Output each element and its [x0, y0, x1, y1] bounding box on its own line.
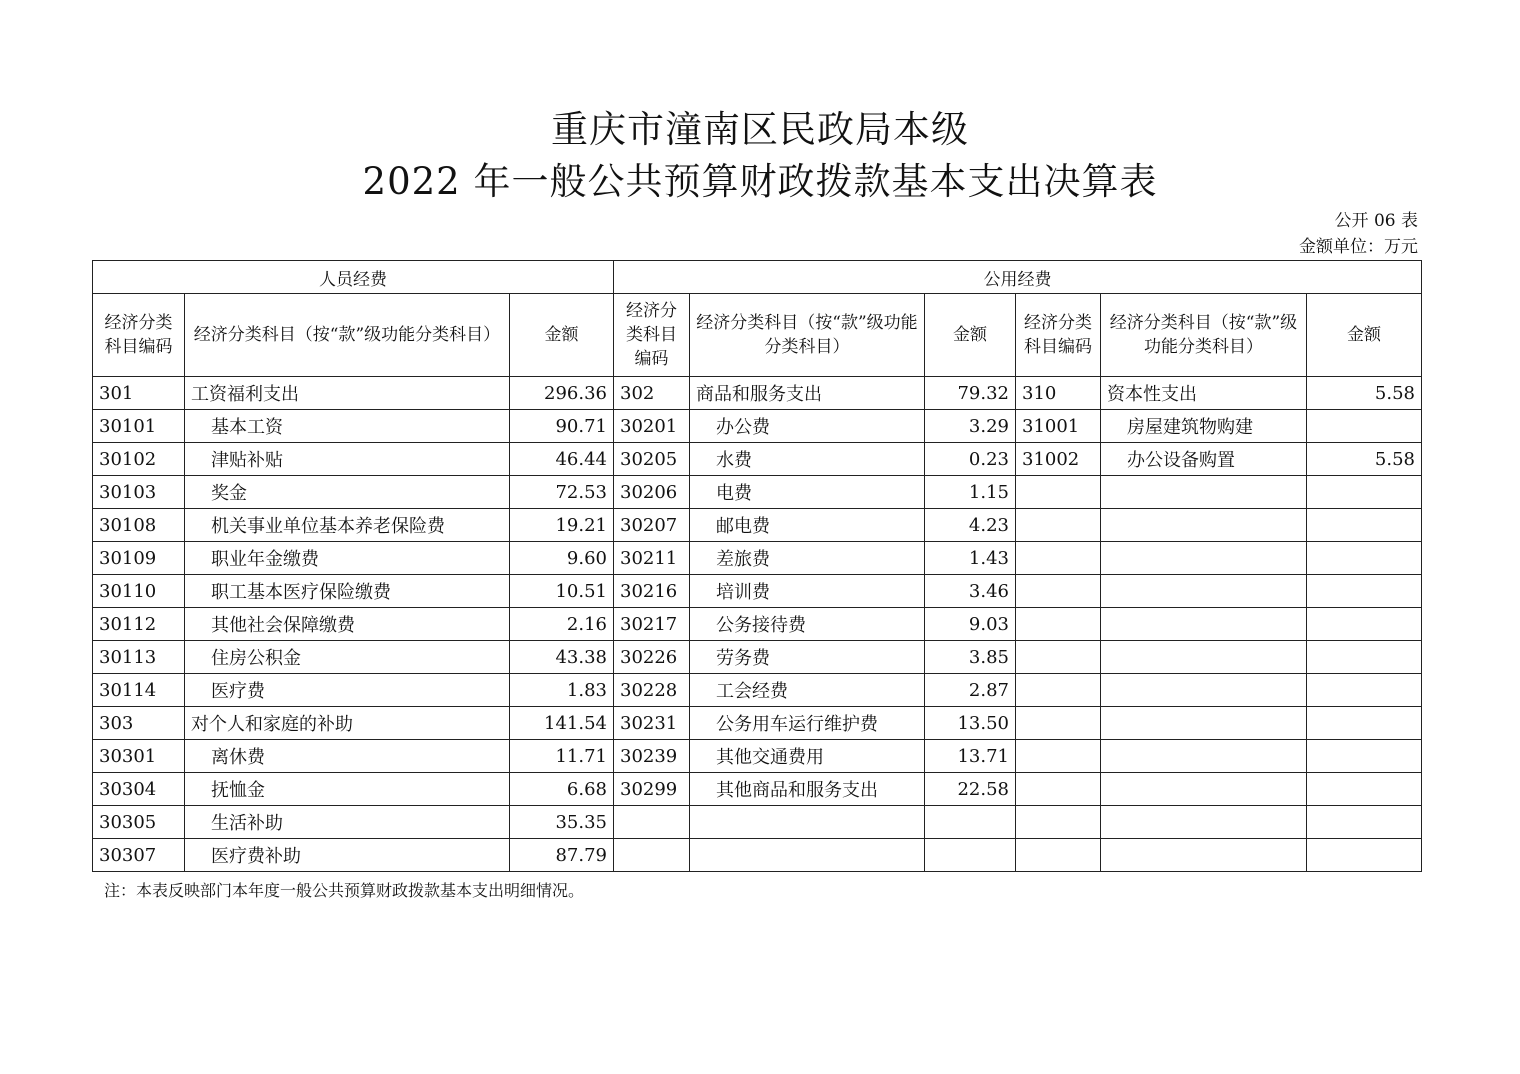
cell-name: 其他交通费用 [690, 740, 925, 773]
table-row [93, 575, 1422, 608]
cell-name: 办公设备购置 [1101, 443, 1307, 476]
cell-name: 医疗费补助 [185, 839, 510, 872]
header-code: 经济分类科目编码 [93, 294, 185, 377]
cell-amount: 22.58 [925, 773, 1016, 806]
cell-name: 机关事业单位基本养老保险费 [185, 509, 510, 542]
table-row [93, 806, 1422, 839]
group-public: 公用经费 [614, 261, 1422, 294]
cell-name [1101, 839, 1307, 872]
cell-name [1101, 476, 1307, 509]
cell-code [1016, 641, 1101, 674]
cell-code: 30206 [614, 476, 690, 509]
cell-name: 职业年金缴费 [185, 542, 510, 575]
cell-amount: 9.60 [510, 542, 614, 575]
table-row [93, 443, 1422, 476]
cell-code: 30301 [93, 740, 185, 773]
cell-amount: 1.43 [925, 542, 1016, 575]
cell-name [1101, 509, 1307, 542]
cell-name [1101, 773, 1307, 806]
cell-name [1101, 806, 1307, 839]
cell-amount: 9.03 [925, 608, 1016, 641]
table-row [93, 740, 1422, 773]
cell-amount: 4.23 [925, 509, 1016, 542]
cell-amount [1307, 410, 1422, 443]
table-row [93, 608, 1422, 641]
footnote: 注：本表反映部门本年度一般公共预算财政拨款基本支出明细情况。 [104, 881, 585, 900]
cell-code [1016, 575, 1101, 608]
cell-amount [1307, 641, 1422, 674]
cell-code: 30201 [614, 410, 690, 443]
cell-name [1101, 707, 1307, 740]
cell-name: 资本性支出 [1101, 377, 1307, 410]
cell-code: 30205 [614, 443, 690, 476]
cell-name: 抚恤金 [185, 773, 510, 806]
table-row [93, 839, 1422, 872]
cell-code [1016, 476, 1101, 509]
cell-name [1101, 542, 1307, 575]
cell-name: 房屋建筑物购建 [1101, 410, 1307, 443]
cell-amount [1307, 509, 1422, 542]
cell-name: 对个人和家庭的补助 [185, 707, 510, 740]
table-number: 公开 06 表 [1334, 211, 1418, 231]
cell-amount: 1.83 [510, 674, 614, 707]
cell-name: 住房公积金 [185, 641, 510, 674]
cell-name: 公务接待费 [690, 608, 925, 641]
cell-name [1101, 608, 1307, 641]
header-amount: 金额 [510, 294, 614, 377]
cell-name: 商品和服务支出 [690, 377, 925, 410]
cell-amount [925, 839, 1016, 872]
cell-code: 30102 [93, 443, 185, 476]
cell-code: 30114 [93, 674, 185, 707]
cell-amount [1307, 773, 1422, 806]
cell-code [1016, 806, 1101, 839]
cell-code: 310 [1016, 377, 1101, 410]
cell-code [1016, 674, 1101, 707]
header-name: 经济分类科目（按“款”级功能分类科目） [1101, 294, 1307, 377]
cell-code: 30299 [614, 773, 690, 806]
cell-name: 其他社会保障缴费 [185, 608, 510, 641]
table-row [93, 641, 1422, 674]
header-name: 经济分类科目（按“款”级功能分类科目） [185, 294, 510, 377]
cell-amount: 35.35 [510, 806, 614, 839]
table-row [93, 773, 1422, 806]
cell-code: 303 [93, 707, 185, 740]
group-personnel: 人员经费 [93, 261, 614, 294]
table-row [93, 410, 1422, 443]
page-title: 重庆市潼南区民政局本级 [551, 108, 969, 151]
cell-code: 30231 [614, 707, 690, 740]
cell-code [1016, 839, 1101, 872]
cell-name: 生活补助 [185, 806, 510, 839]
cell-amount: 2.87 [925, 674, 1016, 707]
cell-code [1016, 773, 1101, 806]
cell-code: 30103 [93, 476, 185, 509]
cell-name [1101, 641, 1307, 674]
table-row [93, 707, 1422, 740]
header-name: 经济分类科目（按“款”级功能分类科目） [690, 294, 925, 377]
cell-amount: 87.79 [510, 839, 614, 872]
cell-code [1016, 608, 1101, 641]
cell-name: 工会经费 [690, 674, 925, 707]
cell-code [1016, 542, 1101, 575]
cell-amount [1307, 674, 1422, 707]
table-row [93, 377, 1422, 410]
cell-code: 301 [93, 377, 185, 410]
cell-code: 31002 [1016, 443, 1101, 476]
cell-amount [1307, 542, 1422, 575]
cell-code: 30304 [93, 773, 185, 806]
cell-code: 30307 [93, 839, 185, 872]
cell-code: 30211 [614, 542, 690, 575]
cell-name: 电费 [690, 476, 925, 509]
cell-name: 离休费 [185, 740, 510, 773]
cell-code: 30207 [614, 509, 690, 542]
cell-name: 办公费 [690, 410, 925, 443]
cell-code: 30226 [614, 641, 690, 674]
cell-amount: 3.85 [925, 641, 1016, 674]
cell-amount: 0.23 [925, 443, 1016, 476]
cell-name: 奖金 [185, 476, 510, 509]
amount-unit: 金额单位：万元 [1299, 237, 1418, 257]
cell-code [614, 806, 690, 839]
cell-name: 津贴补贴 [185, 443, 510, 476]
cell-amount: 2.16 [510, 608, 614, 641]
cell-code: 30110 [93, 575, 185, 608]
cell-amount [1307, 740, 1422, 773]
cell-amount [925, 806, 1016, 839]
cell-amount: 6.68 [510, 773, 614, 806]
header-amount: 金额 [1307, 294, 1422, 377]
cell-code: 30216 [614, 575, 690, 608]
cell-name [1101, 674, 1307, 707]
cell-amount: 1.15 [925, 476, 1016, 509]
cell-code: 30217 [614, 608, 690, 641]
cell-name: 劳务费 [690, 641, 925, 674]
table-row [93, 476, 1422, 509]
cell-name: 职工基本医疗保险缴费 [185, 575, 510, 608]
cell-amount: 296.36 [510, 377, 614, 410]
cell-code [614, 839, 690, 872]
cell-code: 30305 [93, 806, 185, 839]
header-code: 经济分类科目编码 [614, 294, 690, 377]
cell-name: 公务用车运行维护费 [690, 707, 925, 740]
cell-name [690, 806, 925, 839]
cell-amount: 90.71 [510, 410, 614, 443]
cell-code: 30228 [614, 674, 690, 707]
cell-amount [1307, 707, 1422, 740]
cell-name: 医疗费 [185, 674, 510, 707]
header-code: 经济分类科目编码 [1016, 294, 1101, 377]
table-row [93, 674, 1422, 707]
cell-amount [1307, 806, 1422, 839]
cell-name: 工资福利支出 [185, 377, 510, 410]
cell-code [1016, 509, 1101, 542]
cell-amount [1307, 575, 1422, 608]
cell-amount [1307, 839, 1422, 872]
cell-amount [1307, 476, 1422, 509]
cell-code: 30108 [93, 509, 185, 542]
cell-amount: 5.58 [1307, 377, 1422, 410]
expenditure-table [92, 260, 1422, 872]
cell-code: 30109 [93, 542, 185, 575]
cell-code [1016, 707, 1101, 740]
cell-amount: 5.58 [1307, 443, 1422, 476]
cell-amount: 13.71 [925, 740, 1016, 773]
cell-amount: 141.54 [510, 707, 614, 740]
cell-name: 差旅费 [690, 542, 925, 575]
cell-code: 30239 [614, 740, 690, 773]
group-header-row [93, 261, 1422, 294]
table-row [93, 509, 1422, 542]
column-header-row [93, 294, 1422, 377]
cell-name [690, 839, 925, 872]
cell-name [1101, 575, 1307, 608]
cell-name: 其他商品和服务支出 [690, 773, 925, 806]
cell-code: 30113 [93, 641, 185, 674]
cell-amount: 46.44 [510, 443, 614, 476]
cell-amount [1307, 608, 1422, 641]
cell-name: 水费 [690, 443, 925, 476]
cell-amount: 3.46 [925, 575, 1016, 608]
cell-name [1101, 740, 1307, 773]
cell-code: 30101 [93, 410, 185, 443]
cell-amount: 3.29 [925, 410, 1016, 443]
cell-amount: 13.50 [925, 707, 1016, 740]
table-row [93, 542, 1422, 575]
cell-name: 基本工资 [185, 410, 510, 443]
cell-code: 302 [614, 377, 690, 410]
cell-code: 31001 [1016, 410, 1101, 443]
cell-amount: 11.71 [510, 740, 614, 773]
cell-amount: 43.38 [510, 641, 614, 674]
cell-amount: 19.21 [510, 509, 614, 542]
cell-amount: 79.32 [925, 377, 1016, 410]
cell-code [1016, 740, 1101, 773]
cell-name: 培训费 [690, 575, 925, 608]
cell-amount: 72.53 [510, 476, 614, 509]
cell-code: 30112 [93, 608, 185, 641]
cell-name: 邮电费 [690, 509, 925, 542]
header-amount: 金额 [925, 294, 1016, 377]
cell-amount: 10.51 [510, 575, 614, 608]
page-subtitle: 2022 年一般公共预算财政拨款基本支出决算表 [362, 160, 1158, 203]
